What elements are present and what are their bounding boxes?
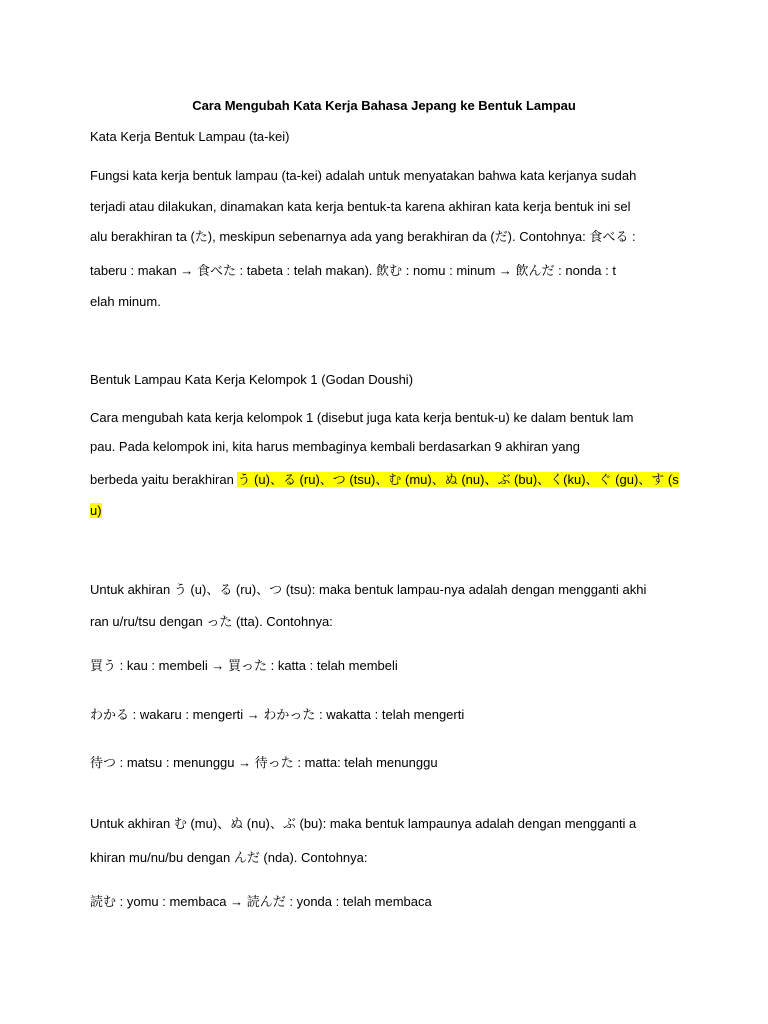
example-line: 買う : kau : membeli → 買った : katta : telah membeli [90,658,398,673]
paragraph-line: ran u/ru/tsu dengan った (tta). Contohnya: [90,614,333,629]
paragraph-line: khiran mu/nu/bu dengan んだ (nda). Contohnya: [90,850,368,865]
paragraph-line [90,471,680,489]
section-heading: Kata Kerja Bentuk Lampau (ta-kei) [90,129,290,144]
paragraph-line: alu berakhiran ta (た), meskipun sebenarnya ada yang berakhiran da (だ). Contohnya: 食べる : [90,229,636,244]
example-line: わかる : wakaru : mengerti → わかった : wakatta : telah mengerti [90,707,465,722]
example-line: 読む : yomu : membaca → 読んだ : yonda : telah membaca [90,894,432,909]
section-heading: Bentuk Lampau Kata Kerja Kelompok 1 (Godan Doushi) [90,372,414,387]
paragraph-line: taberu : makan → 食べた : tabeta : telah makan). 飲む : nomu : minum → 飲んだ : nonda : t [90,263,616,278]
document-title: Cara Mengubah Kata Kerja Bahasa Jepang ke Bentuk Lampau [192,98,576,113]
highlighted-text: u) [90,503,102,518]
paragraph-line: pau. Pada kelompok ini, kita harus membaginya kembali berdasarkan 9 akhiran yang [90,439,580,454]
paragraph-text: berbeda yaitu berakhiran [90,472,238,487]
example-line: 待つ : matsu : menunggu → 待った : matta: telah menunggu [90,755,438,770]
paragraph-line: Untuk akhiran う (u)、る (ru)、つ (tsu): maka bentuk lampau-nya adalah dengan mengganti akhi [90,582,647,597]
paragraph-line [90,502,680,520]
highlighted-text: う (u)、る (ru)、つ (tsu)、む (mu)、ぬ (nu)、ぶ (bu)、く(ku)、ぐ (gu)、す (s [237,472,679,487]
paragraph-line: Fungsi kata kerja bentuk lampau (ta-kei) adalah untuk menyatakan bahwa kata kerjanya sudah [90,168,637,183]
paragraph-line: elah minum. [90,294,161,309]
paragraph-line: terjadi atau dilakukan, dinamakan kata kerja bentuk-ta karena akhiran kata kerja bentuk ini sel [90,199,631,214]
paragraph-line: Untuk akhiran む (mu)、ぬ (nu)、ぶ (bu): maka bentuk lampaunya adalah dengan mengganti a [90,816,637,831]
paragraph-line: Cara mengubah kata kerja kelompok 1 (disebut juga kata kerja bentuk-u) ke dalam bentuk lam [90,410,634,425]
